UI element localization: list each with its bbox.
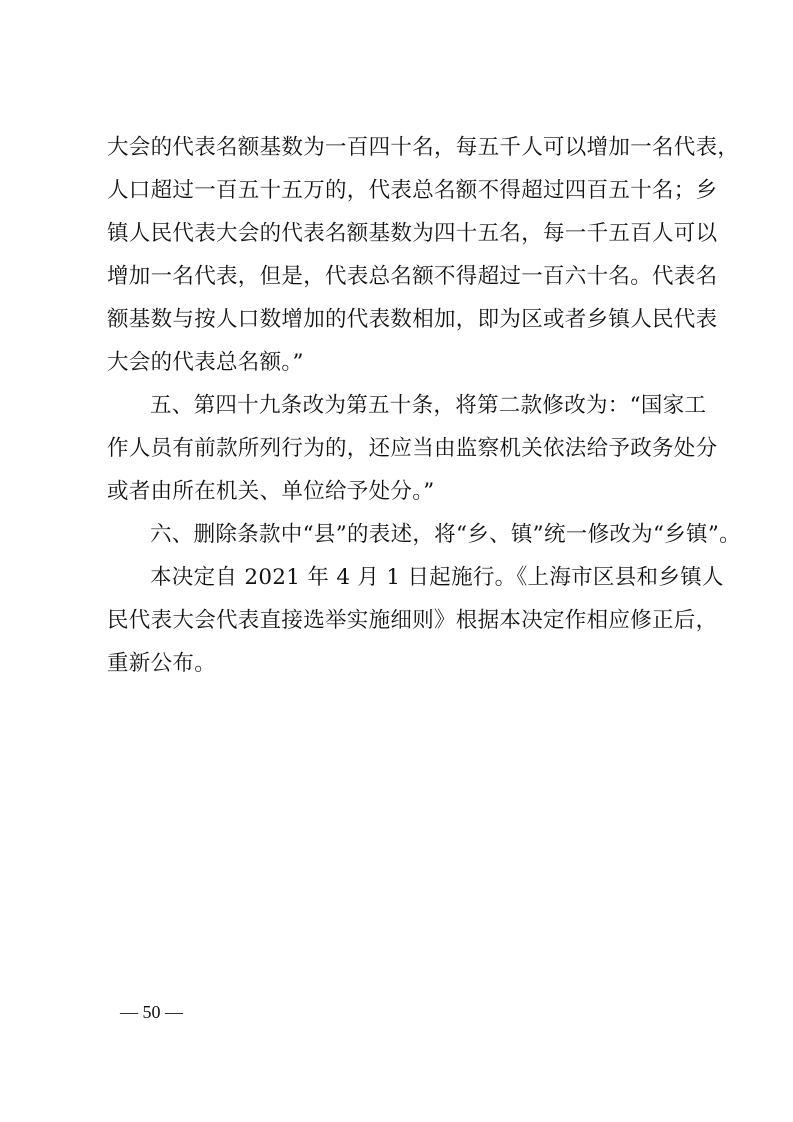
text-line: 重新公布。	[107, 651, 217, 676]
text-line: 额基数与按人口数增加的代表数相加，即为区或者乡镇人民代表	[107, 307, 718, 332]
page-number: — 50 —	[120, 1002, 183, 1022]
paragraph-item-six: 六、删除条款中“县”的表述，将“乡、镇”统一修改为“乡镇”。	[150, 522, 741, 547]
effective-date-paragraph: 本决定自 2021 年 4 月 1 日起施行。《上海市区县和乡镇人	[150, 565, 724, 590]
text-line: 大会的代表总名额。”	[107, 350, 304, 375]
text-line: 大会的代表名额基数为一百四十名，每五千人可以增加一名代表，	[107, 135, 740, 160]
paragraph-item-five: 五、第四十九条改为第五十条，将第二款修改为：“国家工	[150, 393, 707, 418]
text-line: 或者由所在机关、单位给予处分。”	[107, 479, 435, 504]
body-text	[107, 126, 741, 685]
text-line: 民代表大会代表直接选举实施细则》根据本决定作相应修正后，	[107, 608, 718, 633]
text-line: 镇人民代表大会的代表名额基数为四十五名，每一千五百人可以	[107, 221, 718, 246]
text-line: 增加一名代表，但是，代表总名额不得超过一百六十名。代表名	[107, 264, 718, 289]
text-line: 人口超过一百五十五万的，代表总名额不得超过四百五十名；乡	[107, 178, 718, 203]
text-line: 作人员有前款所列行为的，还应当由监察机关依法给予政务处分	[107, 436, 718, 461]
